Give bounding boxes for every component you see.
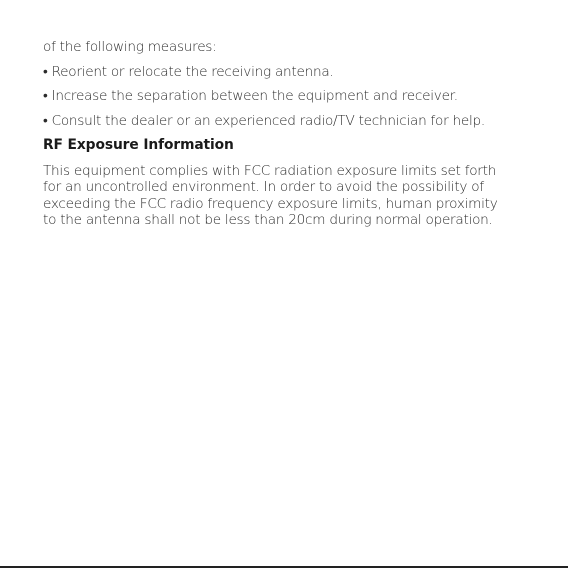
paragraph-line: exceeding the FCC radio frequency exposure limits, human proximity [43, 195, 498, 212]
measure-item: • Reorient or relocate the receiving antenna. [43, 63, 334, 80]
measure-item: • Increase the separation between the equipment and receiver. [43, 88, 458, 104]
measures-list [43, 63, 543, 130]
measure-item: • Consult the dealer or an experienced radio/TV technician for help. [43, 112, 485, 129]
document-page [43, 38, 543, 228]
section-heading: RF Exposure Information [43, 137, 234, 153]
paragraph-line: to the antenna shall not be less than 20cm during normal operation. [43, 211, 493, 228]
intro-text: of the following measures: [43, 39, 217, 55]
paragraph-line: for an uncontrolled environment. In order to avoid the possibility of [43, 179, 484, 196]
paragraph-line: This equipment complies with FCC radiation exposure limits set forth [43, 163, 497, 179]
rf-exposure-paragraph [43, 163, 543, 228]
